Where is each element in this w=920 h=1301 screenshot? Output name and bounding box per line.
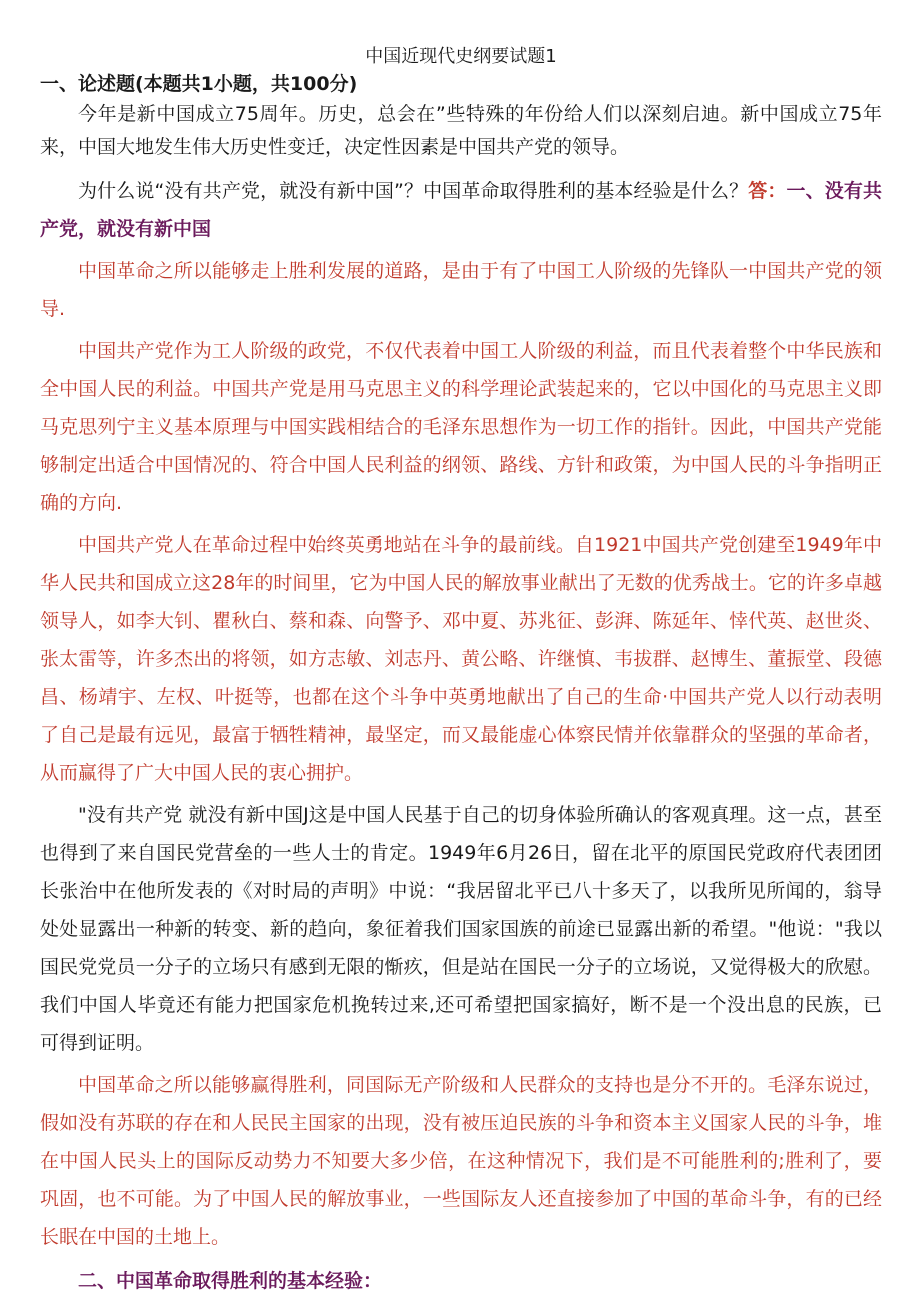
body-paragraph: 中国共产党作为工人阶级的政党，不仅代表着中国工人阶级的利益，而且代表着整个中华民族和全中国人民的利益。中国共产党是用马克思主义的科学理论武装起来的，它以中国化的马克思主义即马克思列宁主义基本原理与中国实践相结合的毛泽东思想作为一切工作的指针。因此，中国共产党能够制定出适合中国情况的、符合中国人民利益的纲领、路线、方针和政策，为中国人民的斗争指明正确的方向. (40, 340, 882, 514)
answer-heading: 一、没有共产党，就没有新中国 (40, 180, 882, 240)
quote-paragraph: "没有共产党 就没有新中国J这是中国人民基于自己的切身体验所确认的客观真理。这一点，甚至也得到了来自国民党营垒的一些人士的肯定。1949年6月26日，留在北平的原国民党政府代表团团长张治中在他所发表的《对时局的声明》中说：“我居留北平已八十多天了，以我所见所闻的，翁导处处显露出一种新的转变、新的趋向，象征着我们国家国族的前途已显露出新的希望。"他说："我以国民党党员一分子的立场只有感到无限的惭疚，但是站在国民一分子的立场说，又觉得极大的欣慰。我们中国人毕竟还有能力把国家危机挽转过来,还可希望把国家搞好，断不是一个没出息的民族，已可得到证明。 (40, 804, 882, 1054)
question-paragraph (40, 172, 882, 248)
body-paragraph: 中国革命之所以能够走上胜利发展的道路，是由于有了中国工人阶级的先锋队一中国共产党的领导. (40, 260, 882, 320)
answer-label: 答： (748, 180, 787, 202)
document-title: 中国近现代史纲要试题1 (365, 46, 557, 67)
body-paragraph: 中国革命之所以能够赢得胜利，同国际无产阶级和人民群众的支持也是分不开的。毛泽东说过，假如没有苏联的存在和人民民主国家的出现，没有被压迫民族的斗争和资本主义国家人民的斗争，堆在中国人民头上的国际反动势力不知要大多少倍，在这种情况下，我们是不可能胜利的;胜利了，要巩固，也不可能。为了中国人民的解放事业，一些国际友人还直接参加了中国的革命斗争，有的已经长眠在中国的土地上。 (40, 1074, 882, 1248)
intro-paragraph: 今年是新中国成立75周年。历史，总会在”些特殊的年份给人们以深刻启迪。新中国成立75年来，中国大地发生伟大历史性变迁，决定性因素是中国共产党的领导。 (40, 103, 882, 158)
body-paragraph: 中国共产党人在革命过程中始终英勇地站在斗争的最前线。自1921中国共产党创建至1949年中华人民共和国成立这28年的时间里，它为中国人民的解放事业献出了无数的优秀战士。它的许多卓越领导人，如李大钊、瞿秋白、蔡和森、向警予、邓中夏、苏兆征、彭湃、陈延年、悻代英、赵世炎、张太雷等，许多杰出的将领，如方志敏、刘志丹、黄公略、许继慎、韦拔群、赵博生、董振堂、段德昌、杨靖宇、左权、叶挺等，也都在这个斗争中英勇地献出了自己的生命·中国共产党人以行动表明了自己是最有远见，最富于牺牲精神，最坚定，而又最能虚心体察民情并依靠群众的坚强的革命者，从而赢得了广大中国人民的衷心拥护。 (40, 534, 882, 784)
section-heading-experience: 二、中国革命取得胜利的基本经验： (78, 1270, 383, 1292)
question-text: 为什么说“没有共产党，就没有新中国”？中国革命取得胜利的基本经验是什么？ (78, 180, 749, 202)
section-heading-essay: 一、论述题(本题共1小题，共100分) (40, 73, 358, 95)
